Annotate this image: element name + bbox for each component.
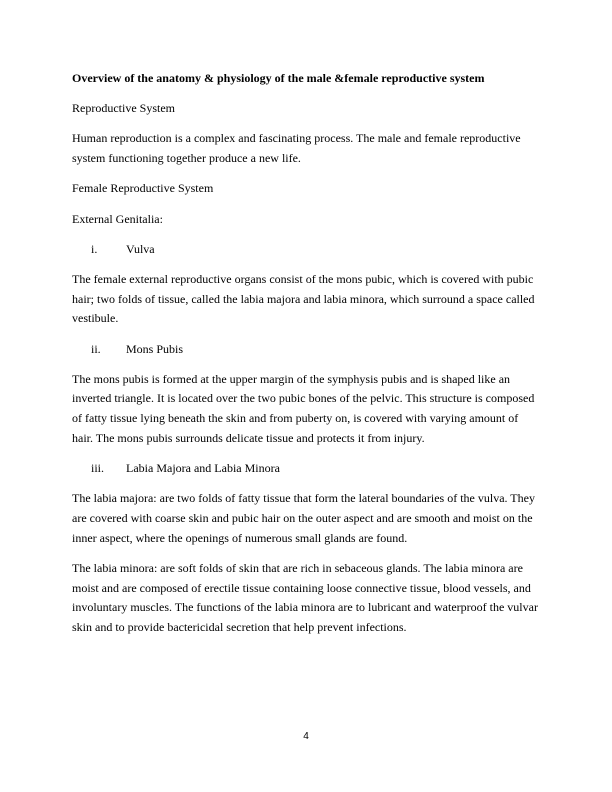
- mons-pubis-paragraph: The mons pubis is formed at the upper margin of the symphysis pubis and is shaped like an inverted triangle. It is located over the two pubic bones of the pelvic. This structure is composed of fatty tissue lying beneath the skin and from puberty on, is covered with varying amount of hair. The mons pubis surrounds delicate tissue and protects it from injury.: [72, 371, 535, 445]
- heading-female-reproductive-system: Female Reproductive System: [72, 181, 214, 196]
- list-label: Mons Pubis: [126, 341, 184, 356]
- labia-majora-paragraph: The labia majora: are two folds of fatty tissue that form the lateral boundaries of the vulva. They are covered with coarse skin and pubic hair on the outer aspect and are smooth and moist on the inner aspect, where the openings of numerous small glands are found.: [72, 491, 535, 545]
- list-number: ii.: [91, 341, 101, 356]
- labia-minora-paragraph: The labia minora: are soft folds of skin that are rich in sebaceous glands. The labia minora are moist and are composed of erectile tissue containing loose connective tissue, blood vessels, and involuntary muscles. The functions of the labia minora are to lubricant and waterproof the vulvar skin and to provide bactericidal secretion that help prevent infections.: [72, 560, 538, 634]
- list-label: Labia Majora and Labia Minora: [126, 461, 280, 476]
- vulva-paragraph: The female external reproductive organs consist of the mons pubic, which is covered with pubic hair; two folds of tissue, called the labia majora and labia minora, which surround a space called vestibule.: [72, 271, 535, 326]
- heading-reproductive-system: Reproductive System: [72, 101, 175, 116]
- intro-paragraph: Human reproduction is a complex and fascinating process. The male and female reproductive system functioning together produce a new life.: [72, 131, 521, 166]
- list-item-labia: [72, 459, 540, 479]
- document-body: [72, 69, 540, 648]
- page-number: 4: [303, 731, 309, 742]
- list-label: Vulva: [126, 241, 155, 256]
- document-title: Overview of the anatomy & physiology of the male &female reproductive system: [72, 71, 485, 85]
- list-number: i.: [91, 241, 98, 256]
- list-item-vulva: [72, 240, 540, 260]
- list-item-mons-pubis: [72, 340, 540, 360]
- list-number: iii.: [91, 461, 105, 476]
- heading-external-genitalia: External Genitalia:: [72, 211, 163, 226]
